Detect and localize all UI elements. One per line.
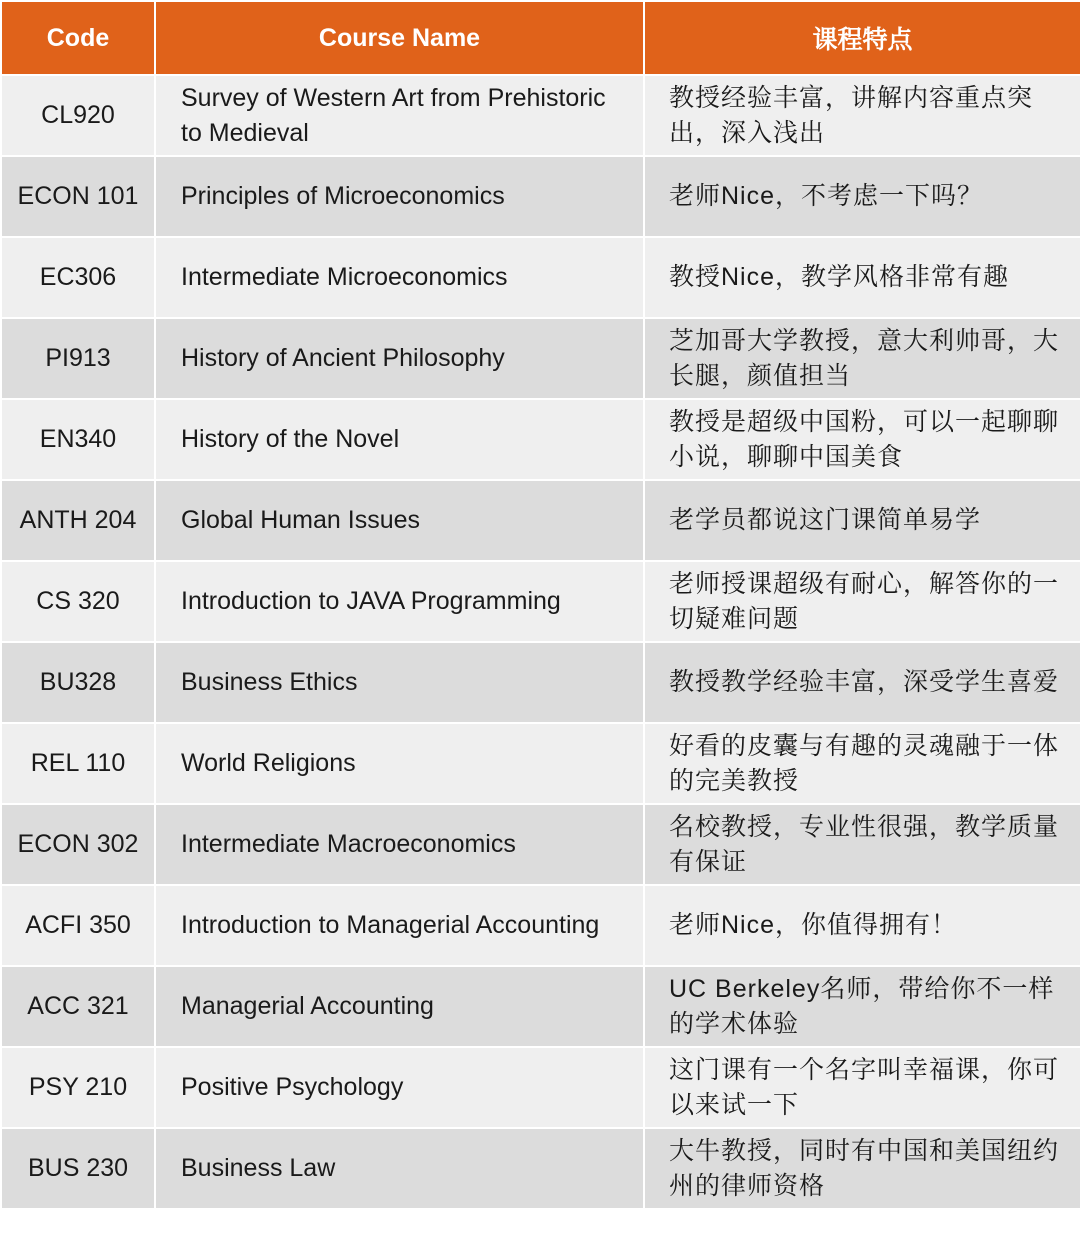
table-row xyxy=(1,885,1080,966)
course-name: Survey of Western Art from Prehistoric to Medieval xyxy=(155,75,644,156)
table-row xyxy=(1,1047,1080,1128)
header-row xyxy=(1,1,1080,75)
course-name: Positive Psychology xyxy=(155,1047,644,1128)
table-row xyxy=(1,480,1080,561)
header-features: 课程特点 xyxy=(644,1,1080,75)
course-name: Introduction to JAVA Programming xyxy=(155,561,644,642)
course-code: CS 320 xyxy=(1,561,155,642)
course-feature: 老师Nice，不考虑一下吗？ xyxy=(644,156,1080,237)
table-row xyxy=(1,237,1080,318)
course-feature: 老师授课超级有耐心，解答你的一切疑难问题 xyxy=(644,561,1080,642)
course-feature: 芝加哥大学教授，意大利帅哥，大长腿，颜值担当 xyxy=(644,318,1080,399)
course-feature: 名校教授，专业性很强，教学质量有保证 xyxy=(644,804,1080,885)
course-feature: 老师Nice，你值得拥有！ xyxy=(644,885,1080,966)
table-row xyxy=(1,642,1080,723)
course-code: EC306 xyxy=(1,237,155,318)
course-name: World Religions xyxy=(155,723,644,804)
course-feature: 老学员都说这门课简单易学 xyxy=(644,480,1080,561)
table-row xyxy=(1,561,1080,642)
course-name: History of Ancient Philosophy xyxy=(155,318,644,399)
course-code: PSY 210 xyxy=(1,1047,155,1128)
header-code: Code xyxy=(1,1,155,75)
table-row xyxy=(1,399,1080,480)
table-row xyxy=(1,318,1080,399)
course-code: ACFI 350 xyxy=(1,885,155,966)
course-code: BU328 xyxy=(1,642,155,723)
course-code: BUS 230 xyxy=(1,1128,155,1209)
course-code: PI913 xyxy=(1,318,155,399)
table-row xyxy=(1,75,1080,156)
table-body xyxy=(1,75,1080,1209)
table-row xyxy=(1,966,1080,1047)
header-course-name: Course Name xyxy=(155,1,644,75)
table-row xyxy=(1,156,1080,237)
course-code: EN340 xyxy=(1,399,155,480)
course-feature: 教授教学经验丰富，深受学生喜爱 xyxy=(644,642,1080,723)
course-code: CL920 xyxy=(1,75,155,156)
course-feature: 教授Nice，教学风格非常有趣 xyxy=(644,237,1080,318)
course-code: ECON 101 xyxy=(1,156,155,237)
course-code: REL 110 xyxy=(1,723,155,804)
course-name: Business Law xyxy=(155,1128,644,1209)
course-feature: 教授是超级中国粉，可以一起聊聊小说，聊聊中国美食 xyxy=(644,399,1080,480)
table-row xyxy=(1,1128,1080,1209)
course-name: Introduction to Managerial Accounting xyxy=(155,885,644,966)
course-code: ANTH 204 xyxy=(1,480,155,561)
course-code: ECON 302 xyxy=(1,804,155,885)
course-name: Global Human Issues xyxy=(155,480,644,561)
course-feature: 大牛教授，同时有中国和美国纽约州的律师资格 xyxy=(644,1128,1080,1209)
course-feature: 这门课有一个名字叫幸福课，你可以来试一下 xyxy=(644,1047,1080,1128)
course-feature: UC Berkeley名师，带给你不一样的学术体验 xyxy=(644,966,1080,1047)
table-row xyxy=(1,804,1080,885)
course-name: Intermediate Microeconomics xyxy=(155,237,644,318)
course-name: Principles of Microeconomics xyxy=(155,156,644,237)
course-name: History of the Novel xyxy=(155,399,644,480)
course-feature: 好看的皮囊与有趣的灵魂融于一体的完美教授 xyxy=(644,723,1080,804)
course-code: ACC 321 xyxy=(1,966,155,1047)
course-feature: 教授经验丰富，讲解内容重点突出，深入浅出 xyxy=(644,75,1080,156)
table-header xyxy=(1,1,1080,75)
table-row xyxy=(1,723,1080,804)
course-name: Intermediate Macroeconomics xyxy=(155,804,644,885)
course-name: Managerial Accounting xyxy=(155,966,644,1047)
course-name: Business Ethics xyxy=(155,642,644,723)
